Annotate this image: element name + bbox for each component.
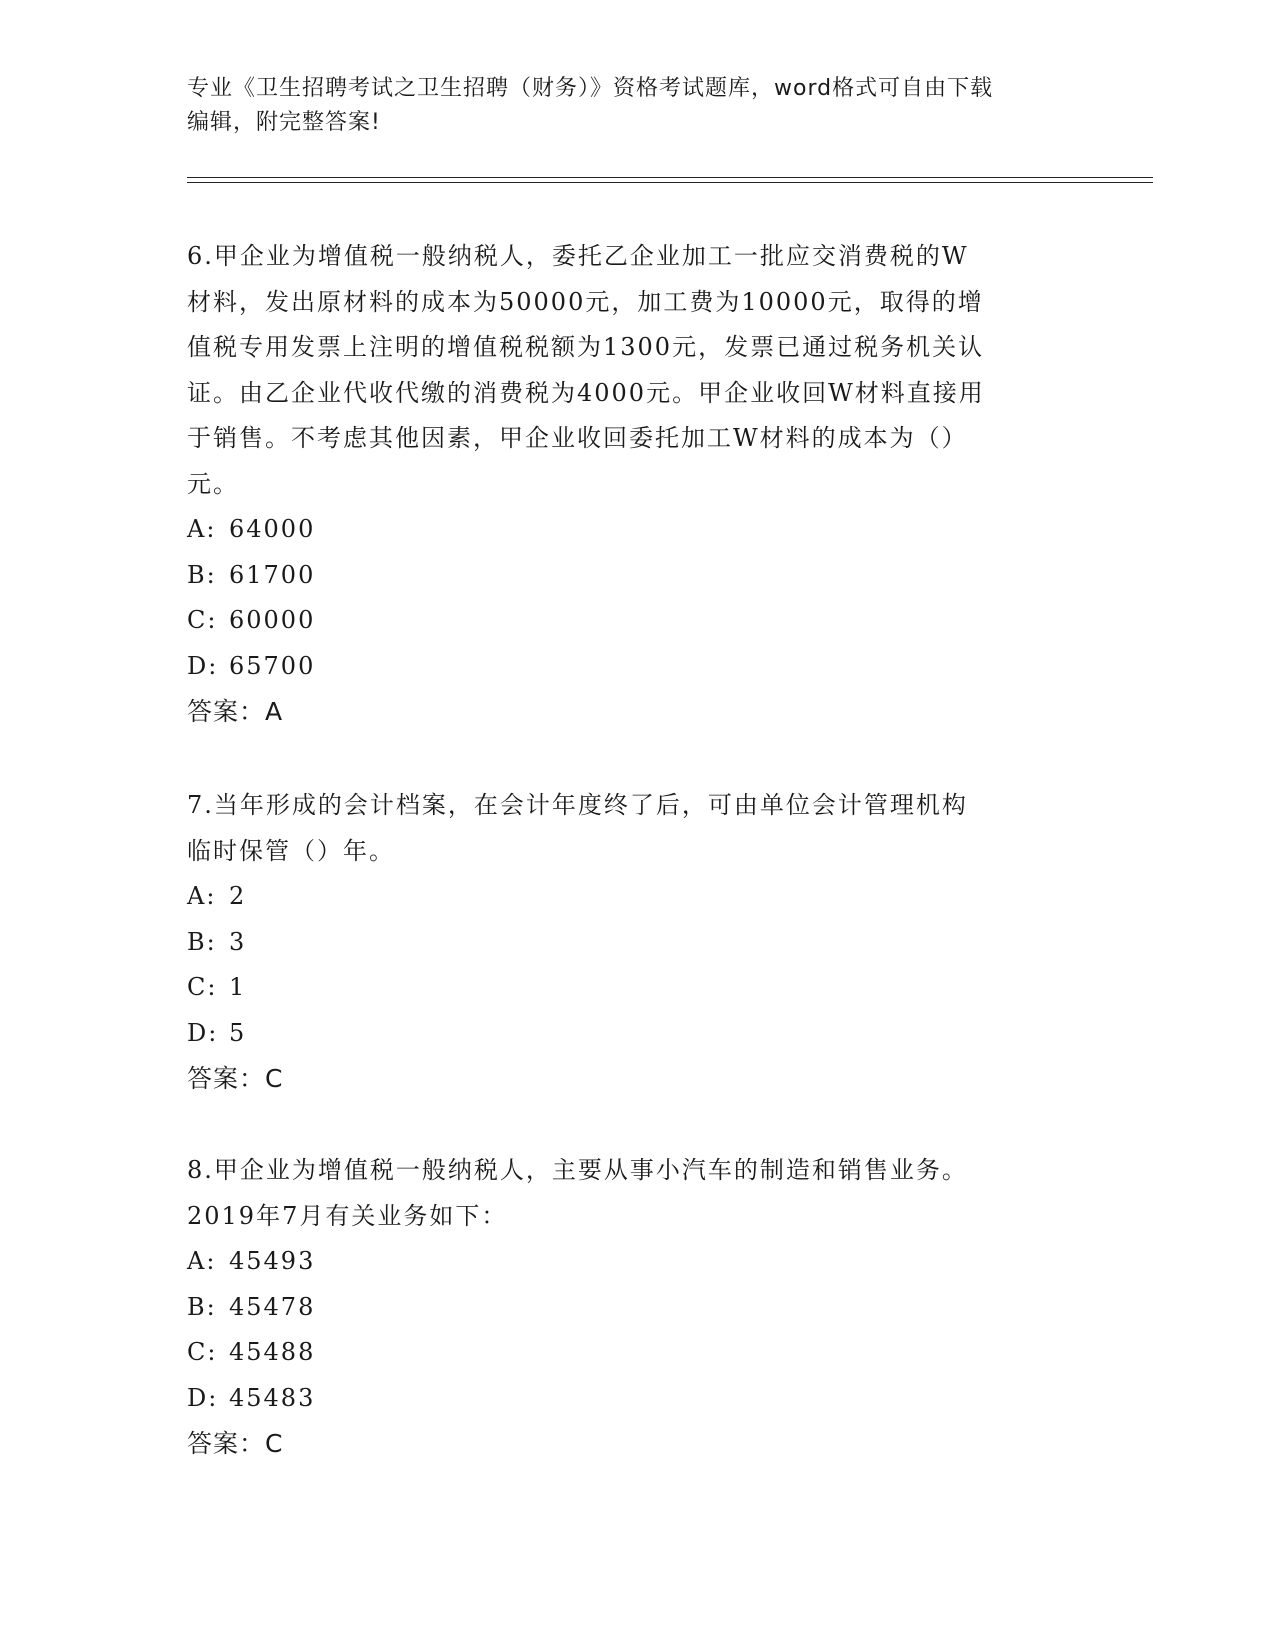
option-b — [187, 920, 1087, 966]
option-c — [187, 1330, 1087, 1376]
question-text-line: 8.甲企业为增值税一般纳税人，主要从事小汽车的制造和销售业务。 — [187, 1156, 968, 1184]
question-text-line: 于销售。不考虑其他因素，甲企业收回委托加工W材料的成本为（） — [187, 424, 968, 452]
option-a — [187, 874, 1087, 920]
option-a — [187, 1239, 1087, 1285]
header-divider-top — [187, 177, 1153, 178]
answer: 答案：A — [187, 697, 284, 726]
option-value: 45488 — [229, 1338, 316, 1366]
option-letter: C: — [187, 606, 218, 634]
question-6 — [187, 234, 1087, 735]
question-8 — [187, 1148, 1087, 1467]
option-value: 65700 — [229, 651, 316, 680]
header-line-2: 编辑，附完整答案! — [187, 110, 381, 135]
answer: 答案：C — [187, 1064, 284, 1093]
option-value: 45493 — [229, 1247, 316, 1275]
question-text-line: 7.当年形成的会计档案，在会计年度终了后，可由单位会计管理机构 — [187, 791, 968, 819]
option-b — [187, 1285, 1087, 1331]
question-text-line: 值税专用发票上注明的增值税税额为1300元，发票已通过税务机关认 — [187, 333, 985, 361]
option-letter: D: — [187, 1018, 219, 1047]
option-value: 3 — [229, 927, 247, 956]
question-7 — [187, 783, 1087, 1102]
header-divider-bottom — [187, 182, 1153, 183]
question-text-line: 2019年7月有关业务如下： — [187, 1201, 508, 1230]
option-c — [187, 598, 1087, 644]
option-c — [187, 965, 1087, 1011]
option-value: 61700 — [229, 560, 316, 589]
question-text-line: 元。 — [187, 469, 239, 498]
option-letter: A: — [187, 515, 217, 543]
option-letter: D: — [187, 1383, 219, 1412]
option-value: 2 — [229, 882, 247, 910]
option-d — [187, 644, 1087, 690]
question-text-line: 证。由乙企业代收代缴的消费税为4000元。甲企业收回W材料直接用 — [187, 378, 985, 407]
option-value: 64000 — [229, 515, 316, 543]
answer: 答案：C — [187, 1429, 284, 1458]
option-d — [187, 1376, 1087, 1422]
option-letter: B: — [187, 1292, 217, 1321]
question-text-line: 材料，发出原材料的成本为50000元，加工费为10000元，取得的增 — [187, 287, 984, 316]
option-a — [187, 507, 1087, 553]
option-d — [187, 1011, 1087, 1057]
option-letter: C: — [187, 1338, 218, 1366]
option-value: 60000 — [229, 606, 316, 634]
option-letter: D: — [187, 651, 219, 680]
option-value: 45483 — [229, 1383, 316, 1412]
question-text-line: 6.甲企业为增值税一般纳税人，委托乙企业加工一批应交消费税的W — [187, 242, 969, 270]
option-value: 5 — [229, 1018, 247, 1047]
option-value: 45478 — [229, 1292, 316, 1321]
option-letter: B: — [187, 927, 217, 956]
option-value: 1 — [229, 973, 247, 1001]
option-letter: C: — [187, 973, 218, 1001]
option-letter: A: — [187, 882, 217, 910]
header-line-1: 专业《卫生招聘考试之卫生招聘（财务）》资格考试题库，word格式可自由下载 — [187, 76, 994, 101]
option-b — [187, 553, 1087, 599]
option-letter: A: — [187, 1247, 217, 1275]
document-header — [187, 72, 1087, 140]
question-text-line: 临时保管（）年。 — [187, 836, 395, 865]
option-letter: B: — [187, 560, 217, 589]
